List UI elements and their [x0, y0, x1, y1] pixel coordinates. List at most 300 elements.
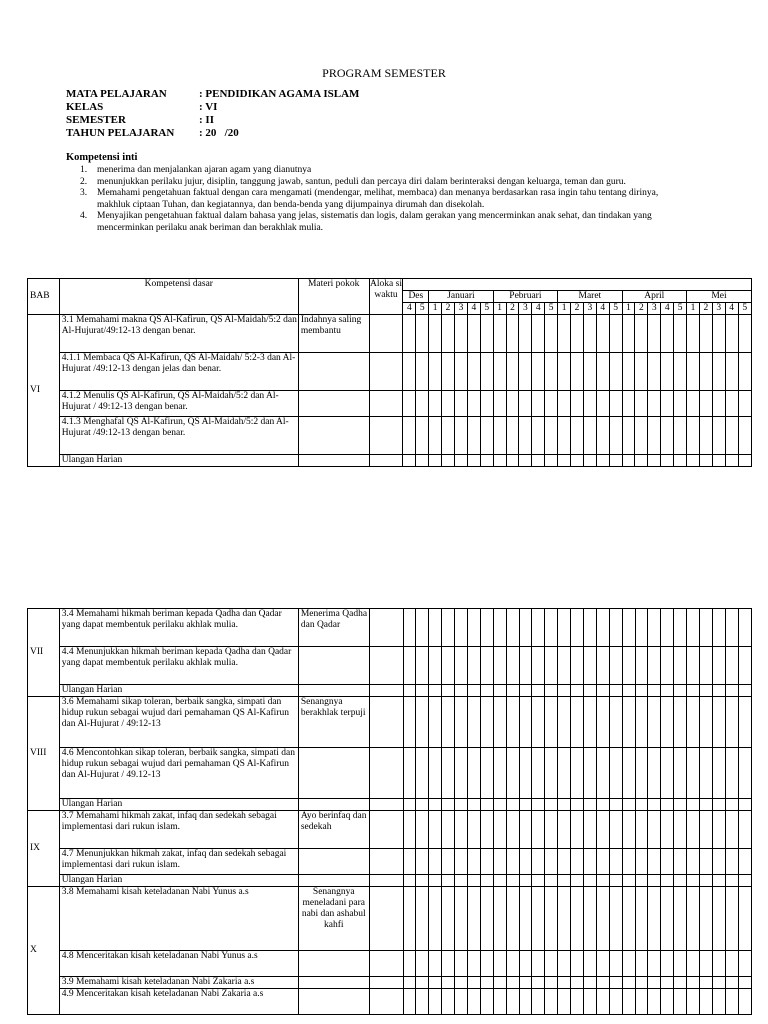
- info-row: [66, 127, 359, 140]
- week-cell: [635, 887, 648, 951]
- week-cell: [506, 849, 519, 875]
- week-cell: [622, 455, 635, 467]
- header-week: 1: [558, 303, 571, 315]
- week-cell: [712, 977, 725, 989]
- kd-cell: Ulangan Harian: [59, 455, 298, 467]
- week-cell: [738, 849, 751, 875]
- table-row: [28, 748, 752, 799]
- info-label: TAHUN PELAJARAN: [66, 127, 175, 139]
- week-cell: [493, 315, 506, 353]
- table-row: [28, 977, 752, 989]
- table-row: [28, 685, 752, 697]
- kd-cell: 3.8 Memahami kisah keteladanan Nabi Yunus a.s: [59, 887, 298, 951]
- week-cell: [429, 811, 442, 849]
- header-week: 5: [674, 303, 687, 315]
- week-cell: [455, 977, 468, 989]
- week-cell: [622, 685, 635, 697]
- week-cell: [506, 811, 519, 849]
- materi-cell: [298, 455, 369, 467]
- week-cell: [635, 951, 648, 977]
- week-cell: [648, 977, 661, 989]
- week-cell: [532, 697, 545, 748]
- header-week: 2: [699, 303, 712, 315]
- week-cell: [429, 697, 442, 748]
- week-cell: [506, 875, 519, 887]
- table-row: [28, 697, 752, 748]
- week-cell: [699, 391, 712, 417]
- week-cell: [738, 875, 751, 887]
- header-week: 2: [442, 303, 455, 315]
- subject-info: [66, 88, 359, 140]
- week-cell: [648, 811, 661, 849]
- week-cell: [545, 455, 558, 467]
- week-cell: [493, 811, 506, 849]
- program-table-1: [27, 278, 752, 467]
- week-cell: [661, 989, 674, 1015]
- ki-text: Memahami pengetahuan faktual dengan cara mengamati (mendengar, melihat, membaca) dan menanya berdasarkan rasa ingin tahu tentang dirinya, makhluk ciptaan Tuhan, dan kegiatannya, dan benda-benda yang dijumpainya dirumah dan disekolah.: [97, 188, 659, 210]
- week-cell: [558, 417, 571, 455]
- week-cell: [674, 748, 687, 799]
- week-cell: [674, 417, 687, 455]
- week-cell: [622, 609, 635, 647]
- table-row: [28, 989, 752, 1015]
- week-cell: [583, 647, 596, 685]
- week-cell: [661, 697, 674, 748]
- week-cell: [712, 887, 725, 951]
- info-label: SEMESTER: [66, 114, 126, 126]
- week-cell: [403, 455, 416, 467]
- week-cell: [480, 685, 493, 697]
- week-cell: [738, 697, 751, 748]
- week-cell: [480, 647, 493, 685]
- week-cell: [700, 811, 713, 849]
- week-cell: [506, 989, 519, 1015]
- week-cell: [558, 875, 571, 887]
- week-cell: [493, 977, 506, 989]
- week-cell: [674, 875, 687, 887]
- week-cell: [609, 455, 622, 467]
- week-cell: [635, 849, 648, 875]
- week-cell: [545, 887, 558, 951]
- week-cell: [596, 811, 609, 849]
- header-week: 1: [622, 303, 635, 315]
- week-cell: [725, 455, 738, 467]
- week-cell: [648, 685, 661, 697]
- week-cell: [583, 417, 596, 455]
- header-week: 4: [467, 303, 480, 315]
- week-cell: [519, 647, 532, 685]
- week-cell: [635, 989, 648, 1015]
- header-week: 5: [738, 303, 751, 315]
- week-cell: [558, 989, 571, 1015]
- ki-number: 3.: [80, 188, 88, 199]
- header-week: 3: [519, 303, 532, 315]
- header-week: 4: [403, 303, 416, 315]
- week-cell: [519, 811, 532, 849]
- week-cell: [493, 647, 506, 685]
- week-cell: [609, 811, 622, 849]
- week-cell: [700, 647, 713, 685]
- kd-cell: 4.7 Menunjukkan hikmah zakat, infaq dan sedekah sebagai implementasi dari rukun islam.: [59, 849, 298, 875]
- week-cell: [467, 875, 480, 887]
- week-cell: [442, 697, 455, 748]
- header-month: Mei: [687, 291, 752, 303]
- alokasi-cell: [369, 799, 403, 811]
- week-cell: [622, 799, 635, 811]
- alokasi-cell: [369, 849, 403, 875]
- ki-number: 2.: [80, 176, 88, 187]
- table-row: [28, 609, 752, 647]
- week-cell: [725, 697, 738, 748]
- week-cell: [635, 811, 648, 849]
- table-row: [28, 391, 752, 417]
- materi-cell: Menerima Qadha dan Qadar: [298, 609, 369, 647]
- alokasi-cell: [369, 887, 403, 951]
- week-cell: [596, 799, 609, 811]
- kd-cell: 4.1.1 Membaca QS Al-Kafirun, QS Al-Maidah/ 5:2-3 dan Al-Hujurat /49:12-13 dengan jelas dan benar.: [59, 353, 298, 391]
- week-cell: [687, 697, 700, 748]
- week-cell: [558, 455, 571, 467]
- kd-cell: 3.4 Memahami hikmah beriman kepada Qadha dan Qadar yang dapat membentuk perilaku akhlak mulia.: [59, 609, 298, 647]
- week-cell: [480, 417, 493, 455]
- week-cell: [700, 875, 713, 887]
- week-cell: [506, 315, 519, 353]
- header-week: 4: [725, 303, 738, 315]
- info-label: MATA PELAJARAN: [66, 88, 167, 100]
- week-cell: [583, 697, 596, 748]
- week-cell: [738, 989, 751, 1015]
- week-cell: [442, 748, 455, 799]
- alokasi-cell: [369, 685, 403, 697]
- week-cell: [609, 977, 622, 989]
- week-cell: [738, 391, 751, 417]
- materi-cell: Ayo berinfaq dan sedekah: [298, 811, 369, 849]
- week-cell: [661, 417, 674, 455]
- week-cell: [403, 748, 416, 799]
- week-cell: [416, 887, 429, 951]
- week-cell: [674, 685, 687, 697]
- info-value: : VI: [199, 101, 218, 113]
- week-cell: [699, 353, 712, 391]
- week-cell: [738, 315, 751, 353]
- week-cell: [700, 685, 713, 697]
- week-cell: [725, 951, 738, 977]
- week-cell: [622, 875, 635, 887]
- week-cell: [674, 697, 687, 748]
- week-cell: [712, 875, 725, 887]
- week-cell: [429, 609, 442, 647]
- week-cell: [648, 951, 661, 977]
- week-cell: [609, 849, 622, 875]
- table-row: [28, 417, 752, 455]
- week-cell: [571, 977, 584, 989]
- week-cell: [609, 315, 622, 353]
- week-cell: [480, 887, 493, 951]
- ki-item: [80, 165, 692, 177]
- week-cell: [687, 391, 700, 417]
- week-cell: [635, 455, 648, 467]
- week-cell: [700, 977, 713, 989]
- table-row: [28, 887, 752, 951]
- week-cell: [532, 887, 545, 951]
- week-cell: [429, 315, 442, 353]
- week-cell: [661, 748, 674, 799]
- week-cell: [700, 887, 713, 951]
- week-cell: [700, 799, 713, 811]
- week-cell: [545, 951, 558, 977]
- week-cell: [648, 799, 661, 811]
- week-cell: [700, 989, 713, 1015]
- week-cell: [519, 951, 532, 977]
- week-cell: [622, 811, 635, 849]
- week-cell: [416, 417, 429, 455]
- week-cell: [558, 849, 571, 875]
- alokasi-cell: [369, 697, 403, 748]
- week-cell: [622, 977, 635, 989]
- week-cell: [596, 455, 609, 467]
- week-cell: [480, 799, 493, 811]
- week-cell: [416, 875, 429, 887]
- week-cell: [738, 811, 751, 849]
- week-cell: [416, 685, 429, 697]
- week-cell: [455, 609, 468, 647]
- week-cell: [429, 353, 442, 391]
- info-label: KELAS: [66, 101, 104, 113]
- week-cell: [583, 455, 596, 467]
- week-cell: [532, 875, 545, 887]
- week-cell: [403, 811, 416, 849]
- week-cell: [429, 887, 442, 951]
- week-cell: [467, 977, 480, 989]
- week-cell: [699, 455, 712, 467]
- bab-cell: VII: [28, 609, 60, 697]
- alokasi-cell: [369, 875, 403, 887]
- week-cell: [648, 887, 661, 951]
- week-cell: [674, 799, 687, 811]
- week-cell: [480, 977, 493, 989]
- week-cell: [455, 647, 468, 685]
- week-cell: [558, 748, 571, 799]
- header-week: 3: [583, 303, 596, 315]
- week-cell: [609, 417, 622, 455]
- info-row: [66, 88, 359, 101]
- week-cell: [506, 609, 519, 647]
- week-cell: [467, 697, 480, 748]
- week-cell: [661, 685, 674, 697]
- week-cell: [648, 748, 661, 799]
- week-cell: [416, 977, 429, 989]
- week-cell: [661, 609, 674, 647]
- week-cell: [442, 989, 455, 1015]
- week-cell: [545, 875, 558, 887]
- week-cell: [571, 887, 584, 951]
- week-cell: [519, 875, 532, 887]
- kd-cell: 3.7 Memahami hikmah zakat, infaq dan sedekah sebagai implementasi dari rukun islam.: [59, 811, 298, 849]
- week-cell: [506, 417, 519, 455]
- week-cell: [712, 417, 725, 455]
- alokasi-cell: [369, 353, 403, 391]
- week-cell: [403, 951, 416, 977]
- week-cell: [455, 455, 468, 467]
- header-week: 2: [635, 303, 648, 315]
- week-cell: [648, 417, 661, 455]
- week-cell: [596, 887, 609, 951]
- week-cell: [725, 977, 738, 989]
- week-cell: [403, 875, 416, 887]
- week-cell: [700, 609, 713, 647]
- week-cell: [687, 315, 700, 353]
- week-cell: [738, 799, 751, 811]
- week-cell: [725, 849, 738, 875]
- week-cell: [725, 353, 738, 391]
- week-cell: [583, 391, 596, 417]
- week-cell: [725, 417, 738, 455]
- week-cell: [403, 647, 416, 685]
- week-cell: [674, 315, 687, 353]
- week-cell: [455, 685, 468, 697]
- week-cell: [635, 875, 648, 887]
- week-cell: [519, 697, 532, 748]
- week-cell: [661, 799, 674, 811]
- week-cell: [480, 748, 493, 799]
- header-week: 3: [712, 303, 725, 315]
- week-cell: [416, 951, 429, 977]
- week-cell: [571, 685, 584, 697]
- week-cell: [596, 849, 609, 875]
- week-cell: [571, 849, 584, 875]
- header-month: Pebruari: [493, 291, 557, 303]
- week-cell: [661, 353, 674, 391]
- materi-cell: Indahnya saling membantu: [298, 315, 369, 353]
- week-cell: [699, 417, 712, 455]
- week-cell: [467, 799, 480, 811]
- week-cell: [661, 951, 674, 977]
- week-cell: [416, 989, 429, 1015]
- week-cell: [403, 989, 416, 1015]
- week-cell: [635, 685, 648, 697]
- week-cell: [661, 315, 674, 353]
- week-cell: [712, 811, 725, 849]
- week-cell: [545, 849, 558, 875]
- week-cell: [429, 849, 442, 875]
- week-cell: [674, 647, 687, 685]
- week-cell: [635, 977, 648, 989]
- week-cell: [609, 609, 622, 647]
- week-cell: [609, 353, 622, 391]
- week-cell: [648, 455, 661, 467]
- week-cell: [416, 748, 429, 799]
- week-cell: [635, 697, 648, 748]
- week-cell: [712, 609, 725, 647]
- week-cell: [532, 849, 545, 875]
- week-cell: [725, 685, 738, 697]
- week-cell: [712, 315, 725, 353]
- week-cell: [609, 748, 622, 799]
- kd-cell: 4.8 Menceritakan kisah keteladanan Nabi Yunus a.s: [59, 951, 298, 977]
- materi-cell: [298, 849, 369, 875]
- week-cell: [467, 989, 480, 1015]
- week-cell: [725, 811, 738, 849]
- materi-cell: [298, 989, 369, 1015]
- week-cell: [506, 647, 519, 685]
- week-cell: [493, 875, 506, 887]
- kd-cell: Ulangan Harian: [59, 875, 298, 887]
- week-cell: [609, 875, 622, 887]
- week-cell: [609, 989, 622, 1015]
- week-cell: [558, 811, 571, 849]
- week-cell: [467, 951, 480, 977]
- week-cell: [558, 685, 571, 697]
- week-cell: [455, 989, 468, 1015]
- week-cell: [571, 455, 584, 467]
- week-cell: [674, 951, 687, 977]
- week-cell: [558, 647, 571, 685]
- week-cell: [738, 951, 751, 977]
- week-cell: [648, 609, 661, 647]
- week-cell: [648, 849, 661, 875]
- info-value: : II: [199, 114, 214, 126]
- week-cell: [506, 748, 519, 799]
- week-cell: [738, 647, 751, 685]
- week-cell: [519, 799, 532, 811]
- header-week: 4: [596, 303, 609, 315]
- week-cell: [700, 697, 713, 748]
- week-cell: [429, 647, 442, 685]
- week-cell: [583, 748, 596, 799]
- week-cell: [442, 951, 455, 977]
- week-cell: [519, 315, 532, 353]
- week-cell: [403, 417, 416, 455]
- week-cell: [519, 849, 532, 875]
- week-cell: [545, 799, 558, 811]
- alokasi-cell: [369, 391, 403, 417]
- week-cell: [699, 315, 712, 353]
- week-cell: [416, 647, 429, 685]
- header-month: Maret: [558, 291, 622, 303]
- week-cell: [545, 685, 558, 697]
- week-cell: [403, 353, 416, 391]
- week-cell: [687, 799, 700, 811]
- week-cell: [519, 353, 532, 391]
- week-cell: [725, 647, 738, 685]
- week-cell: [687, 609, 700, 647]
- week-cell: [442, 811, 455, 849]
- week-cell: [403, 391, 416, 417]
- week-cell: [493, 849, 506, 875]
- week-cell: [687, 417, 700, 455]
- kd-cell: 3.9 Memahami kisah keteladanan Nabi Zakaria a.s: [59, 977, 298, 989]
- week-cell: [700, 748, 713, 799]
- week-cell: [571, 647, 584, 685]
- week-cell: [674, 977, 687, 989]
- week-cell: [596, 748, 609, 799]
- week-cell: [725, 315, 738, 353]
- week-cell: [687, 748, 700, 799]
- week-cell: [712, 455, 725, 467]
- week-cell: [532, 455, 545, 467]
- week-cell: [545, 811, 558, 849]
- week-cell: [506, 887, 519, 951]
- week-cell: [674, 455, 687, 467]
- materi-cell: [298, 748, 369, 799]
- week-cell: [571, 391, 584, 417]
- week-cell: [442, 609, 455, 647]
- alokasi-cell: [369, 315, 403, 353]
- week-cell: [558, 887, 571, 951]
- week-cell: [493, 417, 506, 455]
- week-cell: [725, 799, 738, 811]
- week-cell: [532, 989, 545, 1015]
